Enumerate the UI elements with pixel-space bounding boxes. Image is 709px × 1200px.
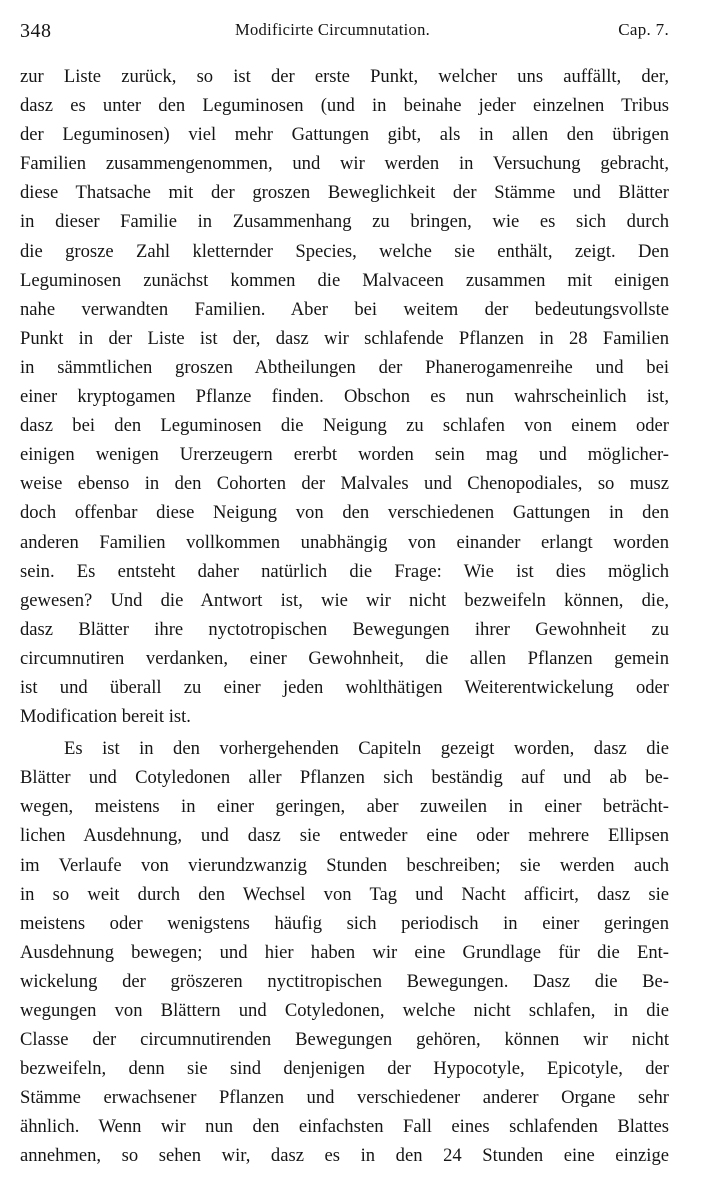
page-header bbox=[20, 18, 669, 46]
text-line: wegungen von Blättern und Cotyledonen, welche nicht schlafen, in die bbox=[20, 1000, 669, 1021]
text-line: circumnutiren verdanken, einer Gewohnheit, die allen Pflanzen gemein bbox=[20, 647, 669, 669]
body-text bbox=[20, 62, 669, 1171]
text-line: Classe der circumnutirenden Bewegungen gehören, können wir nicht bbox=[20, 1029, 669, 1051]
text-line: weise ebenso in den Cohorten der Malvales und Chenopodiales, so musz bbox=[20, 473, 669, 495]
text-line: im Verlaufe von vierundzwanzig Stunden beschreiben; sie werden auch bbox=[20, 854, 669, 876]
page-number: 348 bbox=[20, 20, 52, 42]
text-line: der Leguminosen) viel mehr Gattungen gibt, als in allen den übrigen bbox=[20, 124, 669, 146]
text-line: einigen wenigen Urerzeugern ererbt worden sein mag und möglicher- bbox=[20, 444, 669, 466]
text-line: diese Thatsache mit der groszen Beweglichkeit der Stämme und Blätter bbox=[20, 182, 669, 204]
text-line: in dieser Familie in Zusammenhang zu bringen, wie es sich durch bbox=[20, 211, 669, 233]
text-line: Ausdehnung bewegen; und hier haben wir eine Grundlage für die Ent- bbox=[20, 941, 669, 963]
text-line: dasz Blätter ihre nyctotropischen Bewegungen ihrer Gewohnheit zu bbox=[20, 618, 669, 640]
text-line: Stämme erwachsener Pflanzen und verschiedener anderer Organe sehr bbox=[20, 1087, 669, 1109]
text-line: in so weit durch den Wechsel von Tag und Nacht afficirt, dasz sie bbox=[20, 883, 669, 905]
text-line: nahe verwandten Familien. Aber bei weitem der bedeutungsvollste bbox=[20, 298, 669, 320]
text-line: zur Liste zurück, so ist der erste Punkt, welcher uns auffällt, der, bbox=[20, 66, 669, 87]
text-line: Familien zusammengenommen, und wir werden in Versuchung gebracht, bbox=[20, 153, 669, 175]
text-line: gewesen? Und die Antwort ist, wie wir nicht bezweifeln können, die, bbox=[20, 589, 669, 611]
text-line: dasz bei den Leguminosen die Neigung zu schlafen von einem oder bbox=[20, 415, 669, 437]
text-line: ähnlich. Wenn wir nun den einfachsten Fall eines schlafenden Blattes bbox=[20, 1116, 669, 1138]
paragraph bbox=[20, 62, 669, 731]
text-line: doch offenbar diese Neigung von den verschiedenen Gattungen in den bbox=[20, 502, 669, 524]
text-line: sein. Es entsteht daher natürlich die Frage: Wie ist dies möglich bbox=[20, 560, 669, 582]
paragraph bbox=[20, 734, 669, 1170]
text-line: einer kryptogamen Pflanze finden. Obschon es nun wahrscheinlich ist, bbox=[20, 386, 669, 408]
text-line: dasz es unter den Leguminosen (und in beinahe jeder einzelnen Tribus bbox=[20, 95, 669, 117]
text-line: Modification bereit ist. bbox=[20, 706, 191, 728]
text-line: in sämmtlichen groszen Abtheilungen der Phanerogamenreihe und bei bbox=[20, 356, 669, 378]
chapter-label: Cap. 7. bbox=[618, 20, 669, 39]
running-title: Modificirte Circumnutation. bbox=[235, 20, 431, 39]
text-line: Es ist in den vorhergehenden Capiteln gezeigt worden, dasz die bbox=[64, 738, 669, 760]
text-line: annehmen, so sehen wir, dasz es in den 24 Stunden eine einzige bbox=[20, 1145, 669, 1167]
text-line: meistens oder wenigstens häufig sich periodisch in einer geringen bbox=[20, 912, 669, 934]
text-line: Blätter und Cotyledonen aller Pflanzen sich beständig auf und ab be- bbox=[20, 767, 669, 789]
text-line: anderen Familien vollkommen unabhängig von einander erlangt worden bbox=[20, 531, 669, 553]
text-line: Punkt in der Liste ist der, dasz wir schlafende Pflanzen in 28 Familien bbox=[20, 327, 669, 349]
text-line: die grosze Zahl kletternder Species, welche sie enthält, zeigt. Den bbox=[20, 240, 669, 262]
text-line: Leguminosen zunächst kommen die Malvaceen zusammen mit einigen bbox=[20, 269, 669, 291]
text-line: bezweifeln, denn sie sind denjenigen der Hypocotyle, Epicotyle, der bbox=[20, 1058, 669, 1080]
text-line: ist und überall zu einer jeden wohlthätigen Weiterentwickelung oder bbox=[20, 676, 669, 698]
text-line: lichen Ausdehnung, und dasz sie entweder eine oder mehrere Ellipsen bbox=[20, 825, 669, 847]
text-line: wickelung der gröszeren nyctitropischen Bewegungen. Dasz die Be- bbox=[20, 970, 669, 992]
text-line: wegen, meistens in einer geringen, aber zuweilen in einer beträcht- bbox=[20, 796, 669, 818]
